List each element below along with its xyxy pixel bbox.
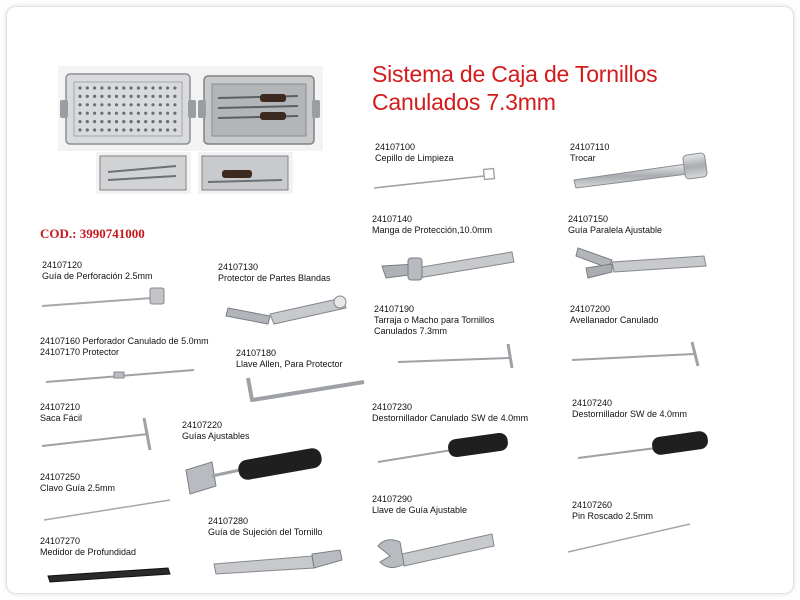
- item-number: 24107260: [572, 500, 613, 510]
- perforation-dot: [93, 128, 96, 131]
- perforation-dot: [78, 86, 81, 89]
- item-24107150: [568, 214, 662, 236]
- perforation-dot: [100, 128, 103, 131]
- drill-guide-icon: [40, 282, 170, 312]
- perforation-dot: [108, 86, 111, 89]
- perforation-dot: [115, 86, 118, 89]
- perforation-dot: [108, 120, 111, 123]
- item-number: 24107220: [182, 420, 223, 430]
- perforation-dot: [122, 120, 125, 123]
- depth-gauge-icon: [44, 562, 174, 586]
- perforation-dot: [86, 120, 89, 123]
- item-label: Destornillador SW de 4.0mm: [572, 409, 688, 419]
- item-number: 24107200: [570, 304, 611, 314]
- perforation-dot: [93, 112, 96, 115]
- item-24107120: [42, 260, 153, 282]
- item-label: Manga de Protección,10.0mm: [372, 225, 493, 235]
- perforation-dot: [173, 120, 176, 123]
- perforation-dot: [144, 86, 147, 89]
- perforation-dot: [137, 128, 140, 131]
- threaded-pin-icon: [566, 520, 696, 556]
- perforation-dot: [137, 103, 140, 106]
- perforation-dot: [151, 112, 154, 115]
- perforation-dot: [100, 95, 103, 98]
- perforation-dot: [86, 103, 89, 106]
- perforation-dot: [151, 128, 154, 131]
- allen-key-icon: [244, 372, 374, 408]
- perforation-dot: [130, 112, 133, 115]
- page-title-line1: Sistema de Caja de Tornillos: [372, 61, 658, 87]
- item-24107280: [208, 516, 322, 538]
- perforation-dot: [144, 112, 147, 115]
- perforation-dot: [159, 120, 162, 123]
- perforation-dot: [86, 95, 89, 98]
- item-number: 24107290: [372, 494, 413, 504]
- perforation-dot: [166, 120, 169, 123]
- perforation-dot: [100, 112, 103, 115]
- item-number: 24107210: [40, 402, 81, 412]
- product-code: COD.: 3990741000: [40, 226, 145, 241]
- screw-holding-guide-icon: [212, 546, 347, 576]
- perforation-dot: [130, 86, 133, 89]
- perforation-dot: [144, 95, 147, 98]
- item-number: 24107190: [374, 304, 415, 314]
- perforation-dot: [122, 103, 125, 106]
- item-number: 24107270: [40, 536, 81, 546]
- item-number: 24107250: [40, 472, 81, 482]
- perforation-dot: [100, 86, 103, 89]
- item-24107240: [572, 398, 687, 420]
- item-label: Destornillador Canulado SW de 4.0mm: [372, 413, 529, 423]
- perforation-dot: [159, 86, 162, 89]
- perforation-dot: [173, 86, 176, 89]
- item-24107270: [40, 536, 136, 558]
- perforation-dot: [166, 86, 169, 89]
- perforation-dot: [151, 103, 154, 106]
- tray-instruments-image: [198, 152, 293, 194]
- perforation-dot: [173, 112, 176, 115]
- perforation-dot: [137, 86, 140, 89]
- item-number: 24107150: [568, 214, 609, 224]
- item-24107140: [372, 214, 492, 236]
- item-24107100: [375, 142, 454, 164]
- perforation-dot: [78, 112, 81, 115]
- case-open-image: [198, 66, 323, 151]
- tray-image: [96, 152, 191, 194]
- item-label: Pin Roscado 2.5mm: [572, 511, 654, 521]
- perforation-dot: [130, 95, 133, 98]
- item-number: 24107180: [236, 348, 277, 358]
- case-lid-image: [58, 66, 198, 151]
- brush-icon: [372, 164, 507, 194]
- item-24107200: [570, 304, 658, 326]
- perforation-dot: [166, 103, 169, 106]
- perforation-dot: [166, 128, 169, 131]
- item-number: 24107130: [218, 262, 259, 272]
- page-title-line2: Canulados 7.3mm: [372, 89, 556, 115]
- tissue-protector-icon: [224, 288, 354, 333]
- perforation-dot: [115, 128, 118, 131]
- perforation-dot: [130, 103, 133, 106]
- perforation-dot: [159, 128, 162, 131]
- perforation-dot: [173, 128, 176, 131]
- item-label-line2: 24107170 Protector: [40, 347, 120, 357]
- countersink-icon: [570, 338, 720, 368]
- perforation-dot: [137, 120, 140, 123]
- perforation-dot: [151, 86, 154, 89]
- guide-wire-icon: [42, 494, 172, 524]
- item-number: 24107230: [372, 402, 413, 412]
- item-number: 24107280: [208, 516, 249, 526]
- perforation-dot: [100, 120, 103, 123]
- sleeve-icon: [372, 240, 522, 285]
- perforation-dot: [144, 120, 147, 123]
- perforation-dot: [115, 95, 118, 98]
- item-label: Clavo Guía 2.5mm: [40, 483, 116, 493]
- item-24107160-24107170: [40, 336, 209, 358]
- perforation-dot: [122, 86, 125, 89]
- item-label: Saca Fácil: [40, 413, 83, 423]
- item-label: Guía de Perforación 2.5mm: [42, 271, 153, 281]
- item-number: 24107100: [375, 142, 416, 152]
- item-24107130: [218, 262, 331, 284]
- perforation-dot: [159, 95, 162, 98]
- perforation-dot: [78, 95, 81, 98]
- parallel-guide-icon: [572, 238, 712, 283]
- item-number: 24107240: [572, 398, 613, 408]
- item-label: Guías Ajustables: [182, 431, 250, 441]
- item-label: Guía de Sujeción del Tornillo: [208, 527, 323, 537]
- item-label-line2: Canulados 7.3mm: [374, 326, 448, 336]
- perforation-dot: [159, 112, 162, 115]
- perforation-dot: [130, 128, 133, 131]
- item-24107180: [236, 348, 343, 370]
- perforation-dot: [137, 95, 140, 98]
- page-title: [372, 60, 657, 116]
- perforation-dot: [130, 120, 133, 123]
- item-label: Cepillo de Limpieza: [375, 153, 454, 163]
- perforation-dot: [93, 95, 96, 98]
- perforation-dot: [100, 103, 103, 106]
- screw-extractor-icon: [40, 410, 165, 454]
- perforation-dot: [86, 112, 89, 115]
- perforation-dot: [78, 128, 81, 131]
- perforation-dot: [86, 86, 89, 89]
- perforation-dot: [144, 128, 147, 131]
- perforation-dot: [151, 120, 154, 123]
- wrench-icon: [372, 524, 497, 574]
- perforation-dot: [108, 95, 111, 98]
- perforation-dot: [151, 95, 154, 98]
- perforation-dot: [86, 128, 89, 131]
- perforation-dot: [122, 128, 125, 131]
- item-label: Trocar: [570, 153, 596, 163]
- item-number: 24107110: [570, 142, 610, 152]
- perforation-dot: [173, 95, 176, 98]
- item-label-line1: 24107160 Perforador Canulado de 5.0mm: [40, 336, 209, 346]
- item-label: Protector de Partes Blandas: [218, 273, 331, 283]
- perforation-dot: [108, 112, 111, 115]
- drill-bit-icon: [44, 364, 204, 386]
- item-number: 24107140: [372, 214, 413, 224]
- perforation-dot: [166, 112, 169, 115]
- item-24107290: [372, 494, 467, 516]
- tap-icon: [396, 340, 526, 370]
- perforation-dot: [122, 112, 125, 115]
- item-label: Avellanador Canulado: [570, 315, 659, 325]
- item-24107220: [182, 420, 250, 442]
- item-label: Llave Allen, Para Protector: [236, 359, 343, 369]
- cannulated-screwdriver-icon: [376, 428, 516, 470]
- perforation-dot: [93, 103, 96, 106]
- perforation-dot: [78, 120, 81, 123]
- item-label: Guía Paralela Ajustable: [568, 225, 663, 235]
- item-24107260: [572, 500, 653, 522]
- perforation-dot: [166, 95, 169, 98]
- trocar-icon: [568, 152, 718, 192]
- item-label: Medidor de Profundidad: [40, 547, 137, 557]
- item-24107190: [374, 304, 494, 337]
- item-24107230: [372, 402, 528, 424]
- perforation-dot: [78, 103, 81, 106]
- item-24107250: [40, 472, 115, 494]
- perforation-dot: [108, 128, 111, 131]
- perforation-dot: [93, 86, 96, 89]
- perforation-dot: [108, 103, 111, 106]
- adjustable-guide-icon: [182, 448, 327, 498]
- perforation-dot: [173, 103, 176, 106]
- screwdriver-icon: [576, 428, 711, 464]
- item-label-line1: Tarraja o Macho para Tornillos: [374, 315, 495, 325]
- perforation-dot: [115, 112, 118, 115]
- perforation-dot: [122, 95, 125, 98]
- perforation-dot: [93, 120, 96, 123]
- perforation-dot: [115, 103, 118, 106]
- perforation-dot: [159, 103, 162, 106]
- perforation-dot: [115, 120, 118, 123]
- item-label: Llave de Guía Ajustable: [372, 505, 468, 515]
- perforation-dot: [137, 112, 140, 115]
- perforation-dot: [144, 103, 147, 106]
- item-number: 24107120: [42, 260, 83, 270]
